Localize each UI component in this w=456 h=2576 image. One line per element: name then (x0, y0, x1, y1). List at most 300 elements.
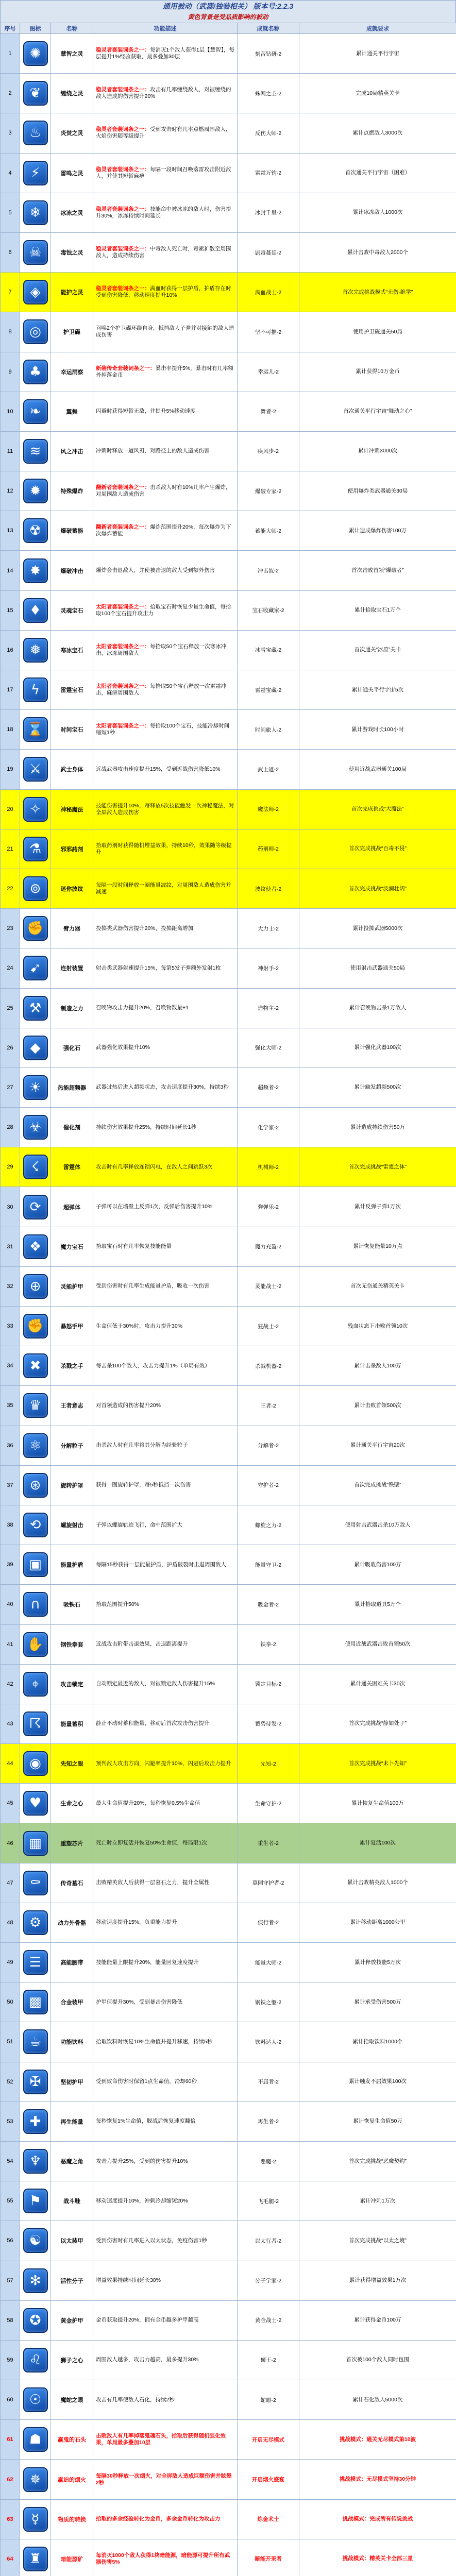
achievement-name: 先知-2 (260, 1760, 276, 1767)
description-cell (93, 630, 238, 670)
description-text: 生命值低于30%时，攻击力提升30% (96, 1323, 183, 1329)
icon-wrap (20, 1068, 50, 1107)
description-text: 近战攻击附带击退效果，击退距离提升 (96, 1641, 188, 1648)
achievement-name: 超频者-2 (258, 1084, 279, 1091)
row-number-cell (1, 1545, 20, 1585)
achievement-requirement-cell (299, 1704, 456, 1743)
row-number-cell (1, 869, 20, 908)
row-number: 28 (7, 1124, 13, 1131)
achievement-name-cell (238, 1505, 299, 1545)
icon-wrap (20, 591, 50, 630)
achievement-name-cell (238, 1426, 299, 1465)
achievement-requirement: 累计击败精英敌人1000个 (347, 1879, 408, 1886)
icon-cell (20, 2340, 51, 2380)
description-box (93, 1545, 237, 1584)
passive-name: 特殊爆炸 (60, 488, 83, 495)
table-row (1, 1465, 456, 1505)
achievement-requirement: 使用近战武器击败首领50次 (345, 1641, 411, 1648)
description-box (93, 909, 237, 948)
description-text: 受到伤害时有几率进入以太状态，免疫伤害1秒 (96, 2237, 207, 2244)
achievement-requirement-cell (299, 1465, 456, 1505)
achievement-name: 波纹使者-2 (255, 886, 282, 892)
name-cell (51, 829, 93, 869)
description-text: 增益效果持续时间延长30% (96, 2277, 161, 2284)
table-row (1, 113, 456, 153)
achievement-name-cell (238, 630, 299, 670)
description-cell (93, 1545, 238, 1585)
name-cell (51, 2022, 93, 2062)
description (96, 803, 234, 816)
description-box (93, 2181, 237, 2221)
achievement-requirement-cell (299, 113, 456, 153)
achievement-requirement-cell (299, 710, 456, 750)
row-number: 42 (7, 1681, 13, 1687)
name-cell (51, 273, 93, 312)
description-cell (93, 392, 238, 431)
description (96, 206, 234, 219)
row-number: 50 (7, 1999, 13, 2006)
achievement-name: 坚不可摧-2 (255, 329, 282, 335)
row-number-cell (1, 829, 20, 869)
icon-wrap (20, 273, 50, 312)
description-box (93, 2301, 237, 2340)
icon-wrap (20, 790, 50, 829)
achievement-name-cell (238, 1346, 299, 1386)
description (96, 1681, 215, 1687)
icon-cell (20, 1704, 51, 1743)
lightning-icon: ⚡ (23, 161, 48, 185)
chip-icon: ▦ (23, 1831, 48, 1856)
description-cell (93, 1784, 238, 1823)
achievement-name-cell (238, 2062, 299, 2102)
description-box (93, 1704, 237, 1743)
wing-icon: ❧ (23, 399, 48, 424)
passive-name: 邪邪药剂 (60, 846, 83, 853)
row-number-cell (1, 988, 20, 1028)
passive-name: 寒冰宝石 (60, 647, 83, 654)
achievement-name-cell (238, 551, 299, 590)
description-text: 每隔一段时间召唤落雷攻击附近敌人，并使其短暂麻痹 (96, 166, 231, 179)
achievement-requirement-cell (299, 471, 456, 511)
description-cell (93, 2062, 238, 2102)
description-text: 拾取宝石时有几率恢复技能能量 (96, 1243, 172, 1250)
description-cell (93, 948, 238, 988)
icon-cell (20, 1028, 51, 1067)
name-cell (51, 2221, 93, 2261)
row-number: 10 (7, 408, 13, 415)
row-number-cell (1, 74, 20, 113)
passive-name: 灵魂宝石 (60, 607, 83, 614)
achievement-requirement-cell (299, 1067, 456, 1107)
icon-cell (20, 1426, 51, 1465)
description (96, 325, 234, 338)
description-box (93, 710, 237, 749)
description-cell (93, 1863, 238, 1903)
icon-cell (20, 352, 51, 392)
row-number-cell (1, 2181, 20, 2221)
row-number: 47 (7, 1879, 13, 1886)
achievement-name: 螺旋之力-2 (255, 1522, 282, 1529)
description-cell (93, 1187, 238, 1227)
row-number-cell (1, 1147, 20, 1187)
icon-cell (20, 431, 51, 471)
achievement-name: 蛛网之主-2 (255, 90, 282, 97)
achievement-name: 墓园守护者-2 (252, 1880, 284, 1887)
row-number-cell (1, 34, 20, 74)
heart-icon: ♥ (23, 1791, 48, 1816)
row-number: 9 (8, 368, 12, 375)
row-number: 49 (7, 1959, 13, 1966)
passive-name: 以太装甲 (60, 2238, 83, 2245)
achievement-requirement-cell (299, 392, 456, 431)
icon-cell (20, 1465, 51, 1505)
row-number: 19 (7, 766, 13, 773)
passive-name: 能量蓄积 (60, 1721, 83, 1727)
row-number: 18 (7, 726, 13, 733)
table-row (1, 1545, 456, 1585)
description-box (93, 233, 237, 272)
table-row (1, 1108, 456, 1147)
description-text: 攻击有几率使敌人石化，持续2秒 (96, 2396, 175, 2403)
table-row (1, 1147, 456, 1187)
achievement-name-cell (238, 2340, 299, 2380)
icon-wrap (20, 352, 50, 392)
passive-name: 高能腰带 (60, 1960, 83, 1967)
description-text: 自动锁定最近的敌人，对被锁定敌人伤害提升15% (96, 1681, 215, 1687)
table-row (1, 74, 456, 113)
row-number-cell (1, 909, 20, 948)
achievement-name-cell (238, 2420, 299, 2460)
icon-wrap (20, 1028, 50, 1067)
row-number-cell (1, 2221, 20, 2261)
achievement-name-cell (238, 2141, 299, 2181)
icon-wrap (20, 432, 50, 471)
name-cell (51, 1426, 93, 1465)
description-cell (93, 670, 238, 710)
description (96, 408, 196, 415)
icon-wrap (20, 1346, 50, 1385)
description-text: 攻击力提升25%，受到的伤害提升10% (96, 2158, 188, 2164)
description-text: 每秒恢复1%生命值，脱战后恢复速度翻倍 (96, 2118, 196, 2125)
description (96, 1044, 150, 1051)
table-row (1, 392, 456, 431)
description-cell (93, 2460, 238, 2499)
icon-cell (20, 2380, 51, 2420)
row-number: 11 (7, 448, 13, 454)
table-row (1, 2420, 456, 2460)
description (96, 766, 221, 773)
name-cell (51, 670, 93, 710)
description (96, 1363, 210, 1369)
icon-wrap (20, 193, 50, 232)
row-number-cell (1, 1465, 20, 1505)
description-text: 护甲值提升30%，受到暴击伤害降低 (96, 1998, 183, 2005)
passive-name: 魔蛇之眼 (60, 2397, 83, 2404)
passive-name: 强化石 (63, 1045, 80, 1052)
name-cell (51, 1664, 93, 1704)
achievement-requirement-cell (299, 2539, 456, 2576)
passive-name: 传奇墓石 (60, 1880, 83, 1887)
row-number: 51 (7, 2039, 13, 2045)
table-row (1, 909, 456, 948)
passive-name: 翼舞 (66, 409, 78, 415)
description-text: 技能命中被冰冻的敌人时，伤害提升30%，冰冻持续时间延长 (96, 206, 231, 219)
description (96, 1919, 177, 1926)
passive-name: 再生能量 (60, 2119, 83, 2125)
achievement-name: 魔法师-2 (258, 806, 279, 813)
description-cell (93, 2499, 238, 2539)
achievement-requirement-cell (299, 1585, 456, 1624)
passive-name: 雷鸣之灵 (60, 170, 83, 177)
row-number-cell (1, 2022, 20, 2062)
achievement-name-cell (238, 312, 299, 352)
description-cell (93, 471, 238, 511)
description-box (93, 948, 237, 988)
table-row (1, 34, 456, 74)
description-text: 召唤物攻击力提升20%，召唤物数量+1 (96, 1005, 189, 1011)
description (96, 1164, 212, 1171)
icon-cell (20, 2261, 51, 2300)
description-text: 静止不动时蓄积能量，移动后首次攻击伤害提升 (96, 1720, 210, 1727)
table-row (1, 431, 456, 471)
description-box (93, 1744, 237, 1783)
icon-cell (20, 1585, 51, 1624)
achievement-requirement: 首次完成挑战“百毒不侵” (349, 845, 407, 852)
description-cell (93, 2221, 238, 2261)
kill-icon: ✖ (23, 1353, 48, 1378)
icon-wrap (20, 1585, 50, 1624)
row-number-cell (1, 1346, 20, 1386)
table-row (1, 2261, 456, 2300)
demon-icon: ♆ (23, 2149, 48, 2174)
description-box (93, 1068, 237, 1107)
description-text: 技能伤害提升10%，每释放5次技能触发一次神秘魔法，对全屏敌人造成伤害 (96, 802, 234, 816)
passive-name: 螺旋射击 (60, 1522, 83, 1529)
description-box (93, 1863, 237, 1903)
name-cell (51, 2062, 93, 2102)
icon-cell (20, 1982, 51, 2022)
icon-cell (20, 2539, 51, 2576)
passive-name: 臂力器 (63, 926, 80, 933)
name-cell (51, 153, 93, 193)
ripple-icon: ⊚ (23, 876, 48, 901)
row-number: 30 (7, 1204, 13, 1210)
achievement-name-cell (238, 789, 299, 829)
row-number: 41 (7, 1641, 13, 1648)
exoskeleton-icon: ⚙ (23, 1910, 48, 1935)
description (96, 2238, 207, 2244)
description-cell (93, 1386, 238, 1426)
disc-icon: ◎ (23, 319, 48, 344)
name-cell (51, 352, 93, 392)
description (96, 842, 234, 856)
description-text: 移动速度提升15%，负重能力提升 (96, 1919, 177, 1926)
achievement-requirement: 挑战模式：完成所有传说挑战 (342, 2516, 413, 2522)
description-box (93, 1386, 237, 1425)
achievement-requirement: 累计恢复能量10万点 (353, 1243, 402, 1250)
tombstone-icon: ⚰ (23, 1871, 48, 1895)
row-number: 62 (7, 2476, 13, 2483)
achievement-name-cell (238, 74, 299, 113)
passive-name: 合金装甲 (60, 1999, 83, 2006)
charge-icon: ☢ (23, 518, 48, 543)
achievement-name: 再生者-2 (258, 2119, 279, 2125)
table-row (1, 471, 456, 511)
row-number: 34 (7, 1363, 13, 1369)
icon-cell (20, 113, 51, 153)
icon-wrap (20, 1386, 50, 1425)
row-number-cell (1, 1266, 20, 1306)
icon-cell (20, 1823, 51, 1863)
bounce-icon: ⟳ (23, 1195, 48, 1219)
achievement-requirement: 累计恢复生命值50万 (353, 2118, 402, 2125)
achievement-requirement: 累计通关平行宇宙20次 (350, 1442, 406, 1449)
achievement-name-cell (238, 2261, 299, 2300)
icon-wrap (20, 1823, 50, 1862)
description-text: 移动速度提升10%，冲刺冷却缩短20% (96, 2197, 188, 2204)
icon-cell (20, 1386, 51, 1426)
passive-name: 能量护盾 (60, 1562, 83, 1569)
description (96, 2118, 196, 2125)
row-number-cell (1, 551, 20, 590)
achievement-name-cell (238, 1147, 299, 1187)
achievement-name-cell (238, 2499, 299, 2539)
passive-table (0, 23, 456, 2576)
tough-armor-icon: ✠ (23, 2070, 48, 2094)
description-cell (93, 1982, 238, 2022)
icon-cell (20, 1744, 51, 1784)
icon-wrap (20, 989, 50, 1028)
achievement-name-cell (238, 1863, 299, 1903)
icon-wrap (20, 2539, 50, 2576)
achievement-name: 爆破专家-2 (255, 488, 282, 495)
table-header (1, 23, 456, 34)
description (96, 484, 234, 498)
achievement-requirement: 累计冰冻敌人1000次 (352, 209, 403, 216)
achievement-requirement-cell (299, 1187, 456, 1227)
achievement-name: 药剂师-2 (258, 846, 279, 853)
description-box (93, 1426, 237, 1465)
achievement-requirement: 累计通关平行宇宙5次 (351, 686, 404, 693)
passive-name: 缠绕之灵 (60, 91, 83, 97)
achievement-requirement: 累计点燃敌人3000次 (352, 129, 403, 136)
name-cell (51, 869, 93, 908)
icon-cell (20, 2499, 51, 2539)
shield-icon: ◈ (23, 280, 48, 304)
row-number: 60 (7, 2397, 13, 2403)
achievement-name: 重生者-2 (258, 1840, 279, 1847)
achievement-requirement-cell (299, 1823, 456, 1863)
row-number: 8 (8, 329, 12, 335)
icon-wrap (20, 1227, 50, 1266)
row-number-cell (1, 1108, 20, 1147)
row-number: 27 (7, 1084, 13, 1091)
achievement-requirement: 累计承受伤害500万 (354, 1998, 401, 2005)
achievement-name: 分解者-2 (258, 1443, 279, 1449)
row-number: 12 (7, 488, 13, 495)
passive-name: 暗能源矿 (60, 2556, 83, 2563)
achievement-name: 冰雪宝藏-2 (255, 647, 282, 654)
achievement-requirement: 累计获得增益效果1万次 (349, 2277, 407, 2284)
name-cell (51, 2499, 93, 2539)
achievement-requirement: 首次完成挑战“铁壁” (354, 1482, 401, 1488)
description-cell (93, 1266, 238, 1306)
achievement-name: 雷霆宝藏-2 (255, 687, 282, 693)
passive-name: 攻击锁定 (60, 1681, 83, 1688)
achievement-name: 飞毛腿-2 (258, 2198, 279, 2205)
description-box (93, 1346, 237, 1385)
firework-icon: ✵ (23, 2467, 48, 2492)
passive-name: 狮子之心 (60, 2357, 83, 2364)
wind-icon: ≋ (23, 439, 48, 464)
icon-cell (20, 273, 51, 312)
heat-icon: ☀ (23, 1075, 48, 1100)
achievement-requirement-cell (299, 2062, 456, 2102)
header-description: 功能描述 (93, 23, 238, 34)
row-number-cell (1, 1863, 20, 1903)
achievement-requirement: 使用近战武器通关100局 (348, 766, 407, 772)
achievement-name: 蓄势待发-2 (255, 1721, 282, 1727)
description (96, 87, 234, 100)
name-cell (51, 1863, 93, 1903)
name-cell (51, 1744, 93, 1784)
description-text: 每消灭1000个敌人获得1块暗能源，暗能源可提升所有武器伤害5% (96, 2552, 230, 2565)
passive-name: 吸铁石 (63, 1602, 80, 1608)
spiral-icon: ⟲ (23, 1513, 48, 1537)
achievement-requirement: 累计击杀敌人100万 (354, 1362, 401, 1369)
icon-cell (20, 670, 51, 710)
achievement-requirement-cell (299, 1028, 456, 1067)
achievement-requirement-cell (299, 1346, 456, 1386)
set-prefix: 稳灵者套装词条之一： (96, 126, 150, 133)
snake-eye-icon: ☉ (23, 2387, 48, 2412)
description-cell (93, 1704, 238, 1743)
achievement-requirement-cell (299, 1505, 456, 1545)
passive-name: 先知之眼 (60, 1761, 83, 1768)
achievement-requirement-cell (299, 1784, 456, 1823)
achievement-name: 冲击波-2 (258, 568, 279, 574)
description-text: 持续伤害效果提升25%，持续时间延长1秒 (96, 1124, 196, 1130)
name-cell (51, 471, 93, 511)
set-prefix: 稳灵者套装词条之一： (96, 246, 150, 252)
achievement-name-cell (238, 1585, 299, 1624)
description-cell (93, 232, 238, 272)
description-text: 击败精英敌人后获得一层墓石之力，提升全属性 (96, 1879, 210, 1886)
passive-name: 连射装置 (60, 965, 83, 972)
achievement-requirement-cell (299, 670, 456, 710)
achievement-name-cell (238, 1784, 299, 1823)
name-cell (51, 431, 93, 471)
achievement-name: 剧毒蔓延-2 (255, 249, 282, 256)
set-prefix: 稳灵者套装词条之一： (96, 285, 150, 292)
achievement-requirement-cell (299, 273, 456, 312)
row-number: 29 (7, 1164, 13, 1171)
description-box (93, 1823, 237, 1862)
achievement-requirement: 首次完成挑战“恶魔契约” (349, 2158, 407, 2164)
set-prefix: 稳灵者套装词条之一： (96, 166, 150, 173)
row-number: 26 (7, 1044, 13, 1051)
description (96, 604, 234, 617)
description (96, 524, 234, 537)
description-text: 每消灭1个敌人获得1层【慧智】，每层提升1%经验获取，最多叠加30层 (96, 47, 234, 60)
achievement-requirement-cell (299, 312, 456, 352)
gold-armor-icon: ✪ (23, 2308, 48, 2333)
row-number: 48 (7, 1919, 13, 1926)
achievement-requirement: 挑战模式：通关无尽模式第10波 (339, 2436, 416, 2443)
description-cell (93, 1307, 238, 1346)
description-cell (93, 1108, 238, 1147)
achievement-name-cell (238, 1187, 299, 1227)
